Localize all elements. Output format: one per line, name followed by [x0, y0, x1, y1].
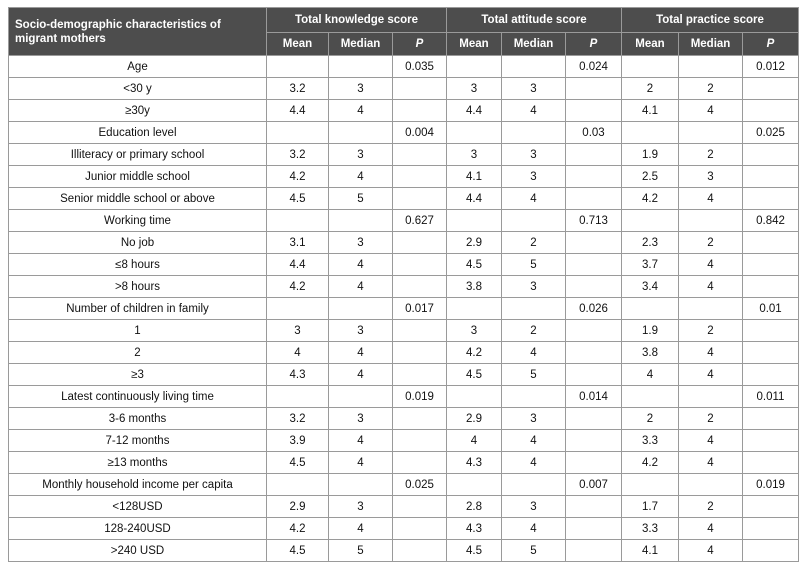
table-cell — [566, 320, 622, 342]
table-cell — [743, 78, 799, 100]
table-cell — [393, 254, 447, 276]
table-cell: 3 — [447, 320, 502, 342]
table-cell: 3 — [502, 408, 566, 430]
table-cell: 4 — [679, 452, 743, 474]
table-cell: 4.5 — [447, 254, 502, 276]
table-cell — [566, 518, 622, 540]
table-cell: 0.012 — [743, 56, 799, 78]
table-cell: 3 — [329, 496, 393, 518]
table-cell — [393, 78, 447, 100]
table-cell: 3 — [447, 78, 502, 100]
table-row — [9, 254, 799, 276]
table-cell: 4.3 — [267, 364, 329, 386]
table-cell: 2 — [622, 78, 679, 100]
table-cell — [393, 188, 447, 210]
table-cell — [622, 298, 679, 320]
table-cell: 4 — [679, 100, 743, 122]
table-cell — [743, 364, 799, 386]
table-cell: 5 — [329, 188, 393, 210]
row-label: Education level — [9, 122, 267, 144]
table-cell: 4.4 — [447, 100, 502, 122]
table-cell: 4.2 — [267, 276, 329, 298]
table-cell — [566, 430, 622, 452]
table-row — [9, 78, 799, 100]
table-cell — [267, 386, 329, 408]
table-cell: 4 — [329, 364, 393, 386]
table-cell: 4.5 — [267, 540, 329, 562]
table-cell: 3.8 — [622, 342, 679, 364]
table-cell: 4 — [329, 254, 393, 276]
table-cell: 3 — [329, 232, 393, 254]
row-label: Illiteracy or primary school — [9, 144, 267, 166]
row-label: Monthly household income per capita — [9, 474, 267, 496]
table-cell: 3.9 — [267, 430, 329, 452]
table-cell: 4 — [502, 100, 566, 122]
table-row — [9, 342, 799, 364]
row-label: >240 USD — [9, 540, 267, 562]
row-label: >8 hours — [9, 276, 267, 298]
table-cell: 1.9 — [622, 320, 679, 342]
table-cell — [566, 540, 622, 562]
table-cell: 3.2 — [267, 78, 329, 100]
table-cell: 4 — [329, 100, 393, 122]
table-cell: 4.1 — [447, 166, 502, 188]
table-cell: 3 — [329, 144, 393, 166]
table-cell: 3 — [502, 276, 566, 298]
table-cell: 4 — [447, 430, 502, 452]
table-cell: 5 — [502, 254, 566, 276]
table-cell — [566, 254, 622, 276]
row-label: Senior middle school or above — [9, 188, 267, 210]
table-cell: 3.7 — [622, 254, 679, 276]
table-row — [9, 232, 799, 254]
table-cell: 0.024 — [566, 56, 622, 78]
table-cell — [393, 166, 447, 188]
table-cell — [502, 386, 566, 408]
subheader-p: P — [743, 33, 799, 56]
table-cell — [447, 56, 502, 78]
table-row — [9, 100, 799, 122]
table-cell: 4 — [502, 342, 566, 364]
table-cell — [622, 122, 679, 144]
table-cell: 0.842 — [743, 210, 799, 232]
table-cell: 0.011 — [743, 386, 799, 408]
header-attitude: Total attitude score — [447, 8, 622, 33]
table-cell — [566, 144, 622, 166]
table-cell — [329, 210, 393, 232]
table-cell — [679, 474, 743, 496]
table-cell — [566, 166, 622, 188]
table-cell: 3.2 — [267, 408, 329, 430]
table-row — [9, 430, 799, 452]
table-cell: 0.014 — [566, 386, 622, 408]
table-cell: 4 — [679, 540, 743, 562]
table-cell: 4 — [679, 430, 743, 452]
table-cell: 1.7 — [622, 496, 679, 518]
table-cell: 4 — [329, 342, 393, 364]
table-cell — [447, 298, 502, 320]
table-row — [9, 188, 799, 210]
table-cell — [566, 188, 622, 210]
table-cell: 4.5 — [447, 540, 502, 562]
table-cell: 2.5 — [622, 166, 679, 188]
table-cell: 4 — [329, 166, 393, 188]
table-cell — [679, 298, 743, 320]
table-cell: 4.3 — [447, 518, 502, 540]
table-cell: 4.2 — [267, 166, 329, 188]
table-cell — [267, 210, 329, 232]
table-row — [9, 474, 799, 496]
table-cell: 2.9 — [267, 496, 329, 518]
table-cell — [566, 452, 622, 474]
table-cell — [329, 386, 393, 408]
table-cell — [566, 276, 622, 298]
table-cell: 2 — [502, 232, 566, 254]
table-row — [9, 144, 799, 166]
table-cell: 4.3 — [447, 452, 502, 474]
table-cell — [502, 210, 566, 232]
table-cell: 5 — [329, 540, 393, 562]
table-row — [9, 452, 799, 474]
table-cell: 4 — [502, 430, 566, 452]
table-cell: 3.3 — [622, 518, 679, 540]
table-cell: 4.1 — [622, 540, 679, 562]
table-cell — [743, 496, 799, 518]
table-cell — [393, 408, 447, 430]
table-cell: 4 — [679, 254, 743, 276]
table-cell: 2.9 — [447, 232, 502, 254]
row-label: Working time — [9, 210, 267, 232]
table-cell — [447, 210, 502, 232]
table-cell — [622, 386, 679, 408]
table-cell: 4.1 — [622, 100, 679, 122]
table-row — [9, 496, 799, 518]
table-cell: 4 — [267, 342, 329, 364]
table-cell — [502, 298, 566, 320]
table-cell — [393, 320, 447, 342]
table-cell: 3 — [502, 144, 566, 166]
table-cell: 0.035 — [393, 56, 447, 78]
table-row — [9, 518, 799, 540]
table-body — [9, 56, 799, 562]
subheader-p: P — [393, 33, 447, 56]
table-cell — [743, 408, 799, 430]
table-cell — [393, 364, 447, 386]
table-row — [9, 56, 799, 78]
table-cell — [622, 474, 679, 496]
table-cell — [566, 342, 622, 364]
table-cell: 2 — [679, 408, 743, 430]
row-label: Junior middle school — [9, 166, 267, 188]
table-cell: 3.8 — [447, 276, 502, 298]
table-cell: 2 — [502, 320, 566, 342]
table-cell: 2 — [679, 232, 743, 254]
row-label: 7-12 months — [9, 430, 267, 452]
subheader-mean: Mean — [267, 33, 329, 56]
table-cell — [393, 540, 447, 562]
table-cell — [679, 210, 743, 232]
table-cell — [743, 430, 799, 452]
table-cell: 2 — [679, 144, 743, 166]
table-cell: 4 — [622, 364, 679, 386]
table-cell — [393, 430, 447, 452]
table-cell — [447, 122, 502, 144]
table-cell: 0.025 — [393, 474, 447, 496]
subheader-mean: Mean — [447, 33, 502, 56]
table-cell: 3 — [329, 408, 393, 430]
table-cell — [267, 298, 329, 320]
table-cell: 3 — [502, 78, 566, 100]
row-label: 2 — [9, 342, 267, 364]
table-cell — [566, 408, 622, 430]
table-cell: 4 — [329, 430, 393, 452]
table-cell: 3.2 — [267, 144, 329, 166]
table-cell — [743, 276, 799, 298]
subheader-median: Median — [679, 33, 743, 56]
table-cell: 0.713 — [566, 210, 622, 232]
table-cell — [566, 100, 622, 122]
table-cell: 0.017 — [393, 298, 447, 320]
table-cell — [502, 122, 566, 144]
table-cell — [329, 474, 393, 496]
table-cell — [743, 342, 799, 364]
table-cell — [267, 56, 329, 78]
table-cell: 5 — [502, 540, 566, 562]
subheader-median: Median — [329, 33, 393, 56]
row-label: ≤8 hours — [9, 254, 267, 276]
table-cell: 4.2 — [622, 452, 679, 474]
table-cell — [329, 56, 393, 78]
row-label: Age — [9, 56, 267, 78]
table-cell — [743, 188, 799, 210]
table-cell: 3 — [502, 496, 566, 518]
table-cell: 2 — [679, 78, 743, 100]
table-cell: 2.9 — [447, 408, 502, 430]
table-row — [9, 540, 799, 562]
table-cell — [743, 518, 799, 540]
table-cell — [393, 144, 447, 166]
table-cell: 4 — [679, 342, 743, 364]
table-cell — [393, 100, 447, 122]
table-cell: 3 — [447, 144, 502, 166]
subheader-p: P — [566, 33, 622, 56]
row-label: ≥3 — [9, 364, 267, 386]
table-cell: 0.025 — [743, 122, 799, 144]
table-cell — [267, 122, 329, 144]
table-cell — [393, 496, 447, 518]
table-cell: 3 — [502, 166, 566, 188]
table-cell: 4 — [679, 364, 743, 386]
row-label: <128USD — [9, 496, 267, 518]
header-characteristics: Socio-demographic characteristics of migrant mothers — [9, 8, 267, 56]
table-cell: 4 — [679, 518, 743, 540]
table-cell: 4 — [679, 276, 743, 298]
table-cell — [743, 540, 799, 562]
table-cell — [329, 298, 393, 320]
subheader-median: Median — [502, 33, 566, 56]
table-cell — [393, 518, 447, 540]
table-cell: 3 — [329, 78, 393, 100]
table-row — [9, 320, 799, 342]
table-cell: 0.026 — [566, 298, 622, 320]
table-cell — [622, 56, 679, 78]
table-cell — [447, 386, 502, 408]
table-cell: 0.03 — [566, 122, 622, 144]
table-cell — [743, 100, 799, 122]
table-cell — [393, 232, 447, 254]
table-row — [9, 276, 799, 298]
results-table — [8, 7, 799, 562]
table-cell: 4 — [502, 188, 566, 210]
table-cell: 2 — [679, 496, 743, 518]
table-row — [9, 298, 799, 320]
table-cell: 0.019 — [743, 474, 799, 496]
table-cell — [393, 452, 447, 474]
table-cell — [393, 342, 447, 364]
table-cell — [566, 496, 622, 518]
table-cell — [566, 78, 622, 100]
table-cell: 4 — [329, 452, 393, 474]
table-cell — [743, 166, 799, 188]
table-cell — [679, 386, 743, 408]
table-cell: 2.3 — [622, 232, 679, 254]
table-cell: 2 — [679, 320, 743, 342]
table-cell — [447, 474, 502, 496]
table-header — [9, 8, 799, 56]
table-cell: 0.004 — [393, 122, 447, 144]
header-practice: Total practice score — [622, 8, 799, 33]
table-row — [9, 166, 799, 188]
subheader-mean: Mean — [622, 33, 679, 56]
table-cell: 4 — [502, 452, 566, 474]
table-cell — [743, 232, 799, 254]
row-label: Latest continuously living time — [9, 386, 267, 408]
table-cell: 4 — [329, 276, 393, 298]
table-cell: 3 — [329, 320, 393, 342]
table-cell: 0.627 — [393, 210, 447, 232]
table-cell — [393, 276, 447, 298]
table-cell — [679, 122, 743, 144]
row-label: 1 — [9, 320, 267, 342]
row-label: Number of children in family — [9, 298, 267, 320]
table-row — [9, 408, 799, 430]
table-cell: 4 — [329, 518, 393, 540]
row-label: 3-6 months — [9, 408, 267, 430]
table-cell: 2.8 — [447, 496, 502, 518]
table-cell: 3.1 — [267, 232, 329, 254]
table-cell — [743, 452, 799, 474]
table-cell — [566, 232, 622, 254]
table-cell — [743, 320, 799, 342]
header-knowledge: Total knowledge score — [267, 8, 447, 33]
table-cell: 0.007 — [566, 474, 622, 496]
table-cell — [743, 144, 799, 166]
table-cell: 3 — [267, 320, 329, 342]
table-cell — [267, 474, 329, 496]
table-cell: 4.5 — [447, 364, 502, 386]
table-cell: 4.2 — [267, 518, 329, 540]
table-cell: 4.2 — [622, 188, 679, 210]
table-cell — [679, 56, 743, 78]
table-cell: 4.4 — [267, 254, 329, 276]
row-label: 128-240USD — [9, 518, 267, 540]
row-label: ≥30y — [9, 100, 267, 122]
table-cell: 4 — [679, 188, 743, 210]
table-cell: 3.3 — [622, 430, 679, 452]
table-cell — [743, 254, 799, 276]
table-cell — [622, 210, 679, 232]
table-row — [9, 210, 799, 232]
table-cell: 4 — [502, 518, 566, 540]
table-row — [9, 122, 799, 144]
table-cell — [329, 122, 393, 144]
table-cell: 3 — [679, 166, 743, 188]
table-cell: 4.5 — [267, 452, 329, 474]
table-cell: 4.4 — [267, 100, 329, 122]
table-cell: 1.9 — [622, 144, 679, 166]
row-label: <30 y — [9, 78, 267, 100]
row-label: No job — [9, 232, 267, 254]
table-cell — [502, 56, 566, 78]
table-cell: 4.4 — [447, 188, 502, 210]
table-cell: 4.5 — [267, 188, 329, 210]
table-row — [9, 386, 799, 408]
table-cell: 4.2 — [447, 342, 502, 364]
table-cell — [566, 364, 622, 386]
row-label: ≥13 months — [9, 452, 267, 474]
table-row — [9, 364, 799, 386]
table-cell: 0.019 — [393, 386, 447, 408]
table-cell: 5 — [502, 364, 566, 386]
table-cell: 0.01 — [743, 298, 799, 320]
table-cell: 3.4 — [622, 276, 679, 298]
table-cell — [502, 474, 566, 496]
table-cell: 2 — [622, 408, 679, 430]
